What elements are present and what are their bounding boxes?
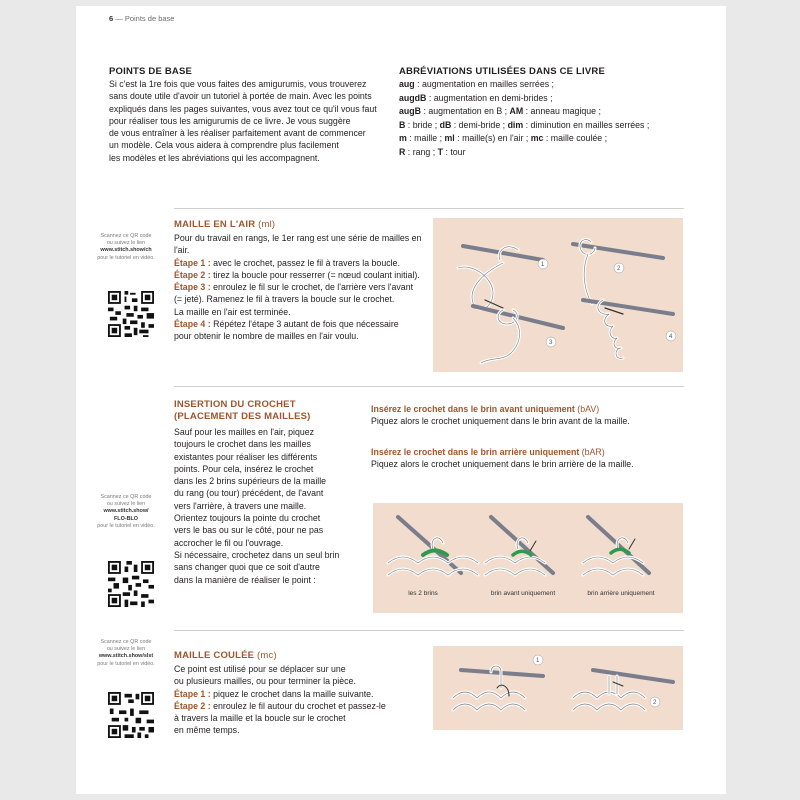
figure-label: 1 [541, 262, 545, 268]
insertion-line: toujours le crochet dans les mailles [174, 439, 311, 450]
intro-line: expliqués dans les pages suivantes, vous avez tout ce qu'il vous faut [109, 103, 377, 114]
chain-text: Pour du travail en rangs, le 1er rang est une série de mailles en l'air. Étape 1 : avec le crochet, passez le fil à travers la boucle. Étape 2 : tirez la boucle pour resserrer (= nœud coulant initial). Étape 3 : enroulez le fil sur le crochet, de l'arrière vers l'avant (= jeté). Ramenez le fil à travers la boucle sur le crochet. La maille en l'air est terminée. Étape 4 : Répétez l'étape 3 autant de fois que nécessaire pour obtenir le nombre de mailles en l'air voulu. [174, 232, 439, 343]
insertion-line: accrocher le fil ou l'ouvrage. [174, 537, 284, 548]
slipstitch-title: MAILLE COULÉE (mc) [174, 650, 277, 661]
qr-code-icon[interactable] [108, 561, 154, 607]
front-loop-block [371, 403, 691, 428]
insertion-line: dans les 2 brins supérieurs de la maille [174, 476, 327, 487]
page [76, 6, 726, 794]
qr-link[interactable]: www.stitch.show/ [103, 508, 149, 515]
qr-link[interactable]: www.stitch.show/ch [100, 247, 152, 254]
qr-note-chain: Scannez ce QR code ou suivez le lien www.stitch.show/ch pour le tutoriel en vidéo. [97, 233, 155, 261]
back-loop-text: Piquez alors le crochet uniquement dans le brin arrière de la maille. [371, 459, 634, 470]
intro-line: les modèles et les abréviations qui les accompagnent. [109, 152, 320, 163]
insertion-line: dans la manière de réaliser le point : [174, 574, 316, 585]
section-name: — Points de base [113, 14, 175, 23]
chain-step-3: Étape 3 : enroulez le fil sur le crochet, de l'arrière vers l'avant [174, 282, 414, 293]
insertion-line: Sauf pour les mailles en l'air, piquez [174, 427, 315, 437]
insertion-line: Orientez toujours la pointe du crochet [174, 513, 321, 524]
insertion-title: INSERTION DU CROCHET (PLACEMENT DES MAILLES) [174, 399, 311, 422]
intro-line: sans doute utile d'avoir un tutoriel à portée de main. Avec les points [109, 91, 372, 102]
slipstitch-step-2: Étape 2 : enroulez le fil autour du crochet et passez-le [174, 700, 386, 711]
page-number: 6 [109, 14, 114, 23]
abbreviations-title: ABRÉVIATIONS UTILISÉES DANS CE LIVRE [399, 66, 606, 77]
insertion-line: points. Pour cela, insérez le crochet [174, 463, 314, 474]
back-loop-block [371, 446, 691, 471]
figure-label: 4 [669, 334, 673, 340]
back-loop-title: Insérez le crochet dans le brin arrière uniquement (bAR) [371, 447, 605, 457]
intro-line: un modèle. Cela vous aidera à comprendre plus facilement [109, 140, 339, 151]
qr-link[interactable]: www.stitch.show/slst [98, 653, 154, 660]
section-divider [174, 630, 684, 631]
chain-step-1: Étape 1 : avec le crochet, passez le fil à travers la boucle. [174, 257, 400, 268]
intro-text [109, 78, 409, 164]
loops-diagram [373, 503, 683, 613]
chain-title: MAILLE EN L'AIR (ml) [174, 219, 276, 230]
figure-label: 2 [617, 266, 621, 272]
loops-illustration [373, 503, 683, 613]
insertion-line: du rang (ou tour) précédent, de l'avant [174, 488, 324, 499]
insertion-line: vers l'arrière, à travers une maille. [174, 500, 307, 511]
loop-caption: brin avant uniquement [490, 590, 556, 597]
intro-line: pour réaliser tous les amigurumis de ce livre. Je vous suggère [109, 115, 351, 126]
abbrev-line: aug : augmentation en mailles serrées ; [399, 79, 554, 89]
qr-code-icon[interactable] [108, 291, 154, 337]
chain-illustration [433, 218, 683, 372]
page-header [109, 14, 174, 23]
chain-steps-diagram [433, 218, 683, 372]
front-loop-title: Insérez le crochet dans le brin avant uniquement (bAV) [371, 404, 600, 414]
chain-step-4: Étape 4 : Répétez l'étape 3 autant de fois que nécessaire [174, 319, 399, 330]
figure-label: 1 [536, 658, 540, 664]
abbrev-line: B : bride ; dB : demi-bride ; dim : diminution en mailles serrées ; [399, 119, 650, 130]
section-divider [174, 208, 684, 209]
qr-code-icon[interactable] [108, 692, 154, 738]
slipstitch-text: Ce point est utilisé pour se déplacer sur une ou plusieurs mailles, ou pour terminer la pièce. Étape 1 : piquez le crochet dans la maille suivante. Étape 2 : enroulez le fil autour du crochet et passez-le à travers la maille et la boucle sur le crochet en même temps. [174, 663, 414, 737]
insertion-text [174, 426, 364, 586]
insertion-line: existantes pour réaliser les différents [174, 451, 318, 462]
slipstitch-step-1: Étape 1 : piquez le crochet dans la maille suivante. [174, 688, 374, 699]
front-loop-text: Piquez alors le crochet uniquement dans le brin avant de la maille. [371, 416, 630, 427]
abbrev-line: R : rang ; T : tour [399, 146, 466, 157]
intro-title: POINTS DE BASE [109, 66, 193, 77]
slipstitch-diagram [433, 646, 683, 730]
slipstitch-illustration [433, 646, 683, 730]
qr-note-insertion: Scannez ce QR code ou suivez le lien www.stitch.show/ FLO-BLO pour le tutoriel en vidéo. [97, 494, 155, 529]
loop-caption: brin arrière uniquement [587, 590, 655, 597]
abbrev-line: augB : augmentation en B ; AM : anneau magique ; [399, 106, 601, 117]
insertion-line: vers le bas ou sur le côté, pour ne pas [174, 525, 324, 536]
insertion-line: sans changer quoi que ce soit d'autre [174, 562, 320, 573]
qr-link[interactable]: FLO-BLO [114, 515, 138, 522]
figure-label: 3 [549, 340, 553, 346]
section-divider [174, 386, 684, 387]
abbreviations-list [399, 78, 699, 160]
insertion-line: Si nécessaire, crochetez dans un seul brin [174, 549, 340, 560]
chain-step-2: Étape 2 : tirez la boucle pour resserrer (= nœud coulant initial). [174, 269, 420, 280]
abbrev-line: augdB : augmentation en demi-brides ; [399, 92, 553, 103]
abbrev-line: m : maille ; ml : maille(s) en l'air ; mc : maille coulée ; [399, 133, 608, 144]
chain-intro: Pour du travail en rangs, le 1er rang est une série de mailles en l'air. [174, 233, 422, 256]
qr-note-slipstitch: Scannez ce QR code ou suivez le lien www.stitch.show/slst pour le tutoriel en vidéo. [97, 639, 155, 667]
intro-line: Si c'est la 1re fois que vous faites des amigurumis, vous trouverez [109, 79, 367, 89]
loop-caption: les 2 brins [408, 590, 438, 597]
figure-label: 2 [653, 700, 657, 706]
intro-line: de vous entraîner à les réaliser parfaitement avant de commencer [109, 128, 366, 139]
